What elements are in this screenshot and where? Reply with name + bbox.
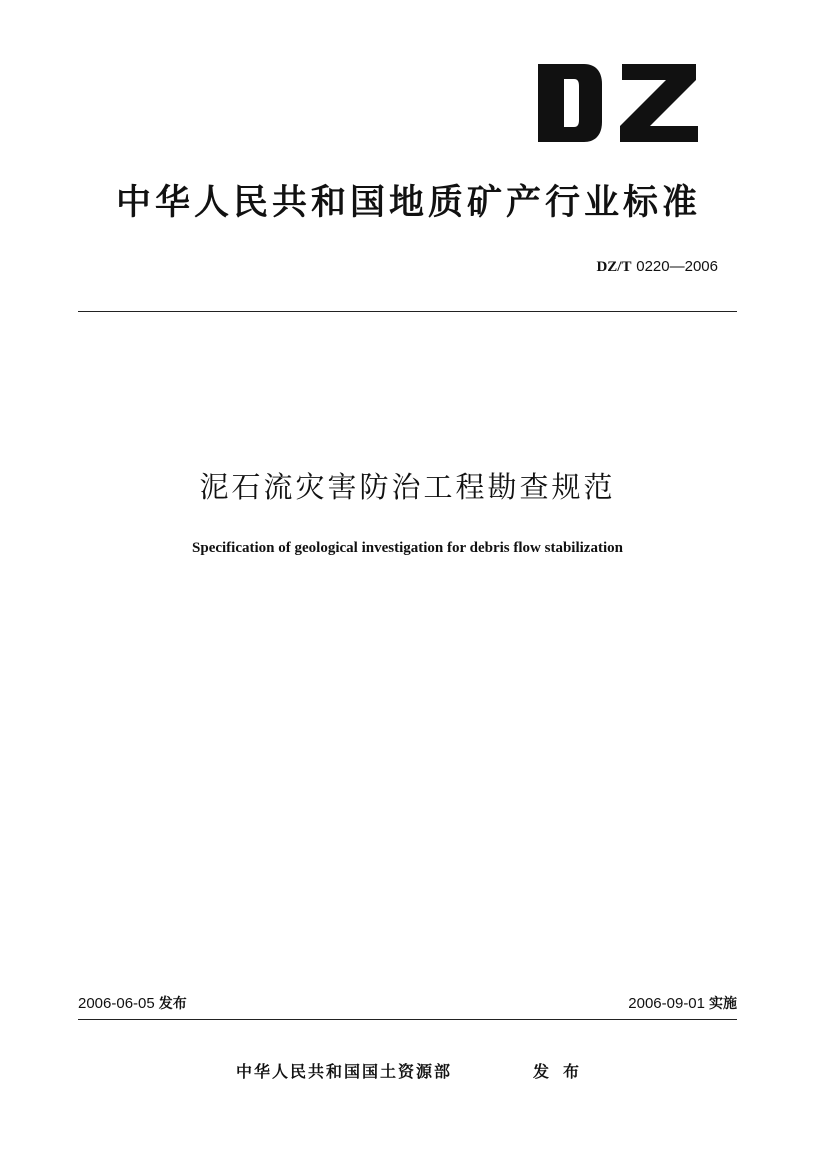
document-title-cn: 泥石流灾害防治工程勘查规范 [199, 470, 616, 504]
standard-code: DZ/T [596, 259, 632, 275]
implement-date: 2006-09-01 [628, 995, 705, 1012]
industry-standard-title: 中华人民共和国地质矿产行业标准 [115, 183, 701, 223]
document-title-en: Specification of geological investigation for debris flow stabilization [192, 540, 623, 556]
dz-logo-mark [538, 64, 698, 142]
dz-logo [538, 64, 698, 142]
implement-label: 实施 [709, 996, 737, 1012]
standard-number-value: 0220—2006 [636, 258, 718, 275]
bottom-divider [78, 1019, 737, 1020]
top-divider [78, 311, 737, 312]
implement-date-block [628, 993, 737, 1014]
release-date: 2006-06-05 [78, 995, 155, 1012]
standard-number [596, 256, 718, 277]
issuing-authority: 中华人民共和国国土资源部 [236, 1062, 453, 1081]
release-label: 发布 [158, 996, 187, 1012]
release-date-block [78, 993, 187, 1014]
issue-word: 发布 [533, 1062, 594, 1081]
